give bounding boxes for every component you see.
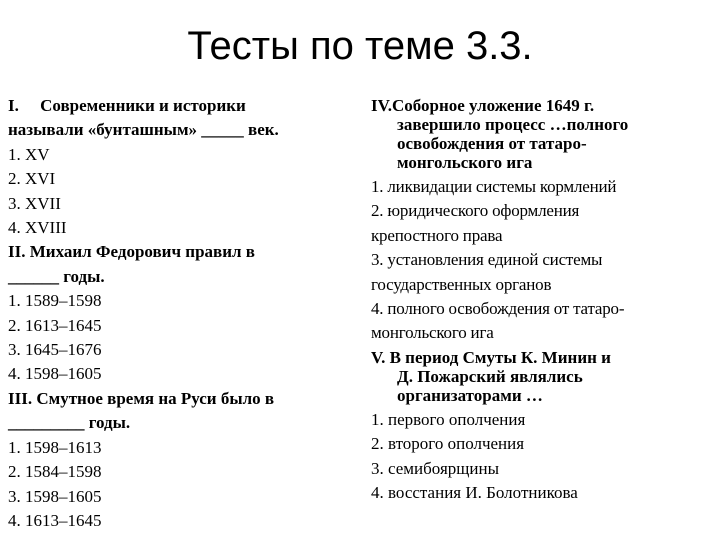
question-4-line-4: монгольского ига <box>397 153 533 172</box>
answer-option: 2. юридического оформления <box>371 201 580 221</box>
answer-option: 1. 1589–1598 <box>8 291 102 311</box>
answer-option: 2. 1613–1645 <box>8 315 102 335</box>
question-2 <box>8 240 348 289</box>
question-5-line-3: организаторами … <box>397 385 543 405</box>
question-1-line-2: называли «бунташным» _____ век. <box>8 120 279 140</box>
answer-option: 4. XVIII <box>8 218 67 238</box>
answer-option: 1. первого ополчения <box>371 409 526 429</box>
question-2-line-1: II. Михаил Федорович правил в <box>8 242 255 262</box>
question-5-line-2: Д. Пожарский являлись <box>397 366 583 386</box>
answer-option: 3. семибоярщины <box>371 458 500 478</box>
question-1-line-1: I. Современники и историки <box>8 96 246 115</box>
question-4-line-1: IV.Соборное уложение 1649 г. <box>371 96 595 115</box>
question-1-options <box>8 143 348 241</box>
question-4-options <box>371 175 716 346</box>
question-5-line-1: V. В период Смуты К. Минин и <box>371 347 611 367</box>
right-column <box>371 94 716 505</box>
answer-option: 2. XVI <box>8 169 56 189</box>
answer-option: 4. восстания И. Болотникова <box>371 483 578 503</box>
question-2-line-2: ______ годы. <box>8 266 105 286</box>
answer-option: монгольского ига <box>371 323 494 343</box>
answer-option: 2. второго ополчения <box>371 434 525 454</box>
question-3-options <box>8 436 348 534</box>
question-3 <box>8 387 348 436</box>
answer-option: 3. 1645–1676 <box>8 340 102 360</box>
question-2-options <box>8 289 348 387</box>
answer-option: 1. 1598–1613 <box>8 437 102 457</box>
answer-option: 1. XV <box>8 144 50 164</box>
answer-option: 4. 1613–1645 <box>8 510 102 530</box>
answer-option: 1. ликвидации системы кормлений <box>371 177 617 196</box>
question-3-line-1: III. Смутное время на Руси было в <box>8 388 275 408</box>
answer-option: 3. установления единой системы <box>371 250 603 270</box>
answer-option: 3. 1598–1605 <box>8 486 102 506</box>
question-1 <box>8 94 348 143</box>
answer-option: крепостного права <box>371 225 503 245</box>
question-4-line-3: освобождения от татаро- <box>397 134 587 153</box>
left-column <box>8 94 348 533</box>
question-5 <box>371 346 716 408</box>
question-3-line-2: _________ годы. <box>8 413 131 433</box>
question-4 <box>371 94 716 175</box>
slide-title: Тесты по теме 3.3. <box>187 24 533 68</box>
answer-option: государственных органов <box>371 274 552 294</box>
question-4-line-2: завершило процесс …полного <box>397 115 629 134</box>
answer-option: 2. 1584–1598 <box>8 462 102 482</box>
question-5-options <box>371 408 716 506</box>
answer-option: 3. XVII <box>8 193 61 213</box>
answer-option: 4. полного освобождения от татаро- <box>371 299 625 319</box>
answer-option: 4. 1598–1605 <box>8 364 102 384</box>
